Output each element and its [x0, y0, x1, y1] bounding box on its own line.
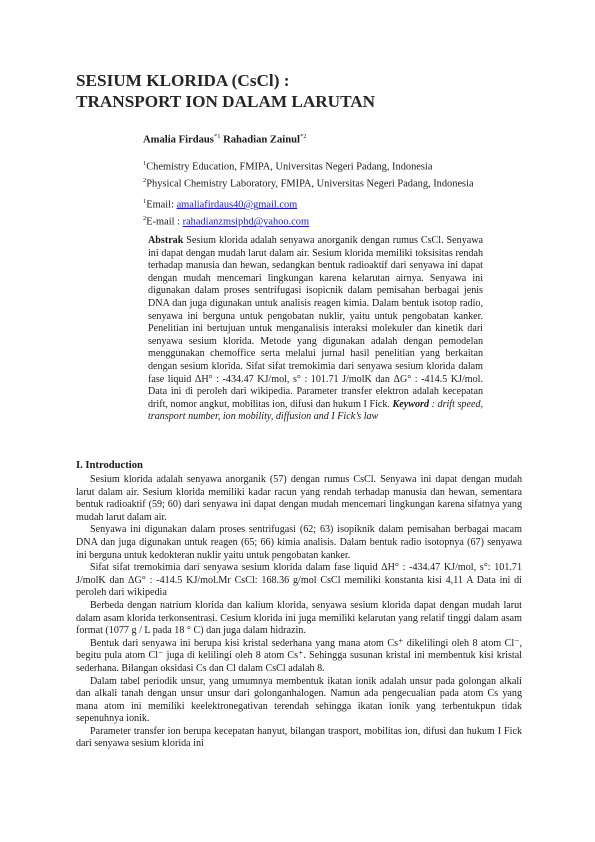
paragraph-2: Senyawa ini digunakan dalam proses sentrifugasi (62; 63) isopiknik dalam pemisahan berbagai macam DNA dan juga digunakan untuk reagen (65; 66) kimia analisis. Dalam bentuk radio isotopnya (67) senyawa ini berguna untuk kedokteran nuklir yaitu untuk pengobatan kanker.: [76, 524, 522, 561]
email-1-marker: 1: [143, 198, 147, 205]
paragraph-3: Sifat sifat tremokimia dari senyawa sesium klorida dalam fase liquid ΔH° : -434.47 KJ/mol, s°: 101.71 J/molK dan ΔG° : -414.5 KJ/mol.Mr CsCl: 168.36 g/mol CsCl memiliki konstanta kisi 4,11 A Data ini di peroleh dari wikipedia: [76, 562, 522, 599]
email-2-link[interactable]: rahadianzmsiphd@yahoo.com: [182, 216, 310, 228]
affiliation-1: [143, 157, 474, 174]
author-1-name: Amalia Firdaus: [143, 134, 214, 146]
affiliation-1-text: Chemistry Education, FMIPA, Universitas Negeri Padang, Indonesia: [146, 161, 433, 173]
abstract: [148, 235, 483, 424]
affiliation-2-marker: 2: [143, 177, 147, 185]
email-2-marker: 2: [143, 215, 147, 223]
abstract-label: Abstrak: [148, 235, 184, 246]
title-line-2: TRANSPORT ION DALAM LARUTAN: [76, 92, 376, 111]
paragraph-1: Sesium klorida adalah senyawa anorganik (57) dengan rumus CsCl. Senyawa ini dapat dengan mudah larut dalam air. Sesium klorida memiliki kadar racun yang rendah terhadap manusia dan hewan, sementara bentuk radioaktif (59; 60) dari senyawa ini dapat dengan mudah mencemari lingkungan karena sifatnya yang mudah larut dalam air.: [76, 474, 522, 523]
author-2-marker: *2: [299, 133, 307, 140]
affiliation-block: [143, 157, 474, 192]
affiliation-2: [143, 174, 474, 191]
introduction-body: [76, 474, 522, 751]
paragraph-7: Parameter transfer ion berupa kecepatan hanyut, bilangan trasport, mobilitas ion, difusi dan hukum I Fick dari senyawa sesium klorida ini: [76, 725, 522, 750]
email-1: [143, 195, 309, 212]
author-2-name: Rahadian Zainul: [223, 134, 300, 146]
affiliation-2-text: Physical Chemistry Laboratory, FMIPA, Universitas Negeri Padang, Indonesia: [146, 178, 474, 190]
keyword-text: : drift speed, transport number, ion mobility, diffusion and I Fick’s law: [148, 398, 484, 423]
author-1-marker: *1: [213, 133, 221, 140]
affiliation-1-marker: 1: [143, 160, 147, 167]
paper-title: [76, 70, 536, 112]
email-2: [143, 212, 309, 229]
section-heading-introduction: I. Introduction: [76, 460, 143, 471]
paragraph-4: Berbeda dengan natrium klorida dan kalium klorida, senyawa sesium klorida dapat dengan mudah larut dalam asam klorida terkonsentrasi. Cesium klorida ini juga memiliki kelarutan yang relatif tinggi dalam asam format (1077 g / L pada 18 ° C) dan juga dalam hidrazin.: [76, 599, 522, 637]
paragraph-5: Bentuk dari senyawa ini berupa kisi kristal sederhana yang mana atom Cs⁺ dikelilingi oleh 8 atom Cl⁻, begitu pula atom Cl⁻ juga di kelilingi oleh 8 atom Cs⁺. Sehingga susunan kristal ini membentuk kisi kristal sederhana. Bilangan oksidasi Cs dan Cl dalam CsCl adalah 8.: [76, 637, 522, 674]
email-block: [143, 195, 309, 230]
title-line-1: SESIUM KLORIDA (CsCl) :: [76, 71, 290, 90]
email-2-label: E-mail :: [146, 216, 183, 228]
email-1-label: Email:: [146, 199, 177, 211]
email-1-link[interactable]: amaliafirdaus40@gmail.com: [176, 199, 298, 211]
keyword-label: Keyword: [392, 398, 429, 410]
paragraph-6: Dalam tabel periodik unsur, yang umumnya membentuk ikatan ionik adalah unsur pada golongan alkali dan alkali tanah dengan unsur unsur dari golonganhalogen. Namun ada pengecualian pada atom Cs yang mana atom ini memiliki keelektronegativan terendah sehingga ikatan ionik yang terbentukpun tidak sepenuhnya ionik.: [76, 675, 522, 725]
author-list: [143, 133, 306, 146]
abstract-text: Sesium klorida adalah senyawa anorganik dengan rumus CsCl. Senyawa ini dapat dengan mudah larut dalam air. Sesium klorida memiliki toksisitas rendah terhadap manusia dan hewan, sedangkan bentuk radioaktif dari senyawa ini dapat dengan mudah mencemari lingkungan karena kelarutan airnya. Senyawa ini digunakan dalam proses sentrifugasi isopicnik dalam pemisahan berbagai jenis DNA dan juga digunakan untuk analisis reagen kimia. Dalam bentuk isotop radio, senyawa ini berguna untuk pengobatan nuklir, yaitu untuk pengobatan kanker. Penelitian ini bertujuan untuk menganalisis interaksi molekuler dan kinetik dari senyawa sesium klorida. Metode yang digunakan adalah dengan pemodelan menggunakan chemoffice serta melalui jurnal hasil penelitian yang berkaitan dengan sesium klorida. Sifat sifat tremokimia dari senyawa sesium klorida dalam fase liquid ΔH° : -434.47 KJ/mol, s° : 101.71 J/molK dan ΔG° : -414.5 KJ/mol. Data ini di peroleh dari wikipedia. Parameter transfer elektron adalah kecepatan drift, nomor angkut, mobilitas ion, difusi dan hukum I Fick.: [148, 235, 483, 410]
